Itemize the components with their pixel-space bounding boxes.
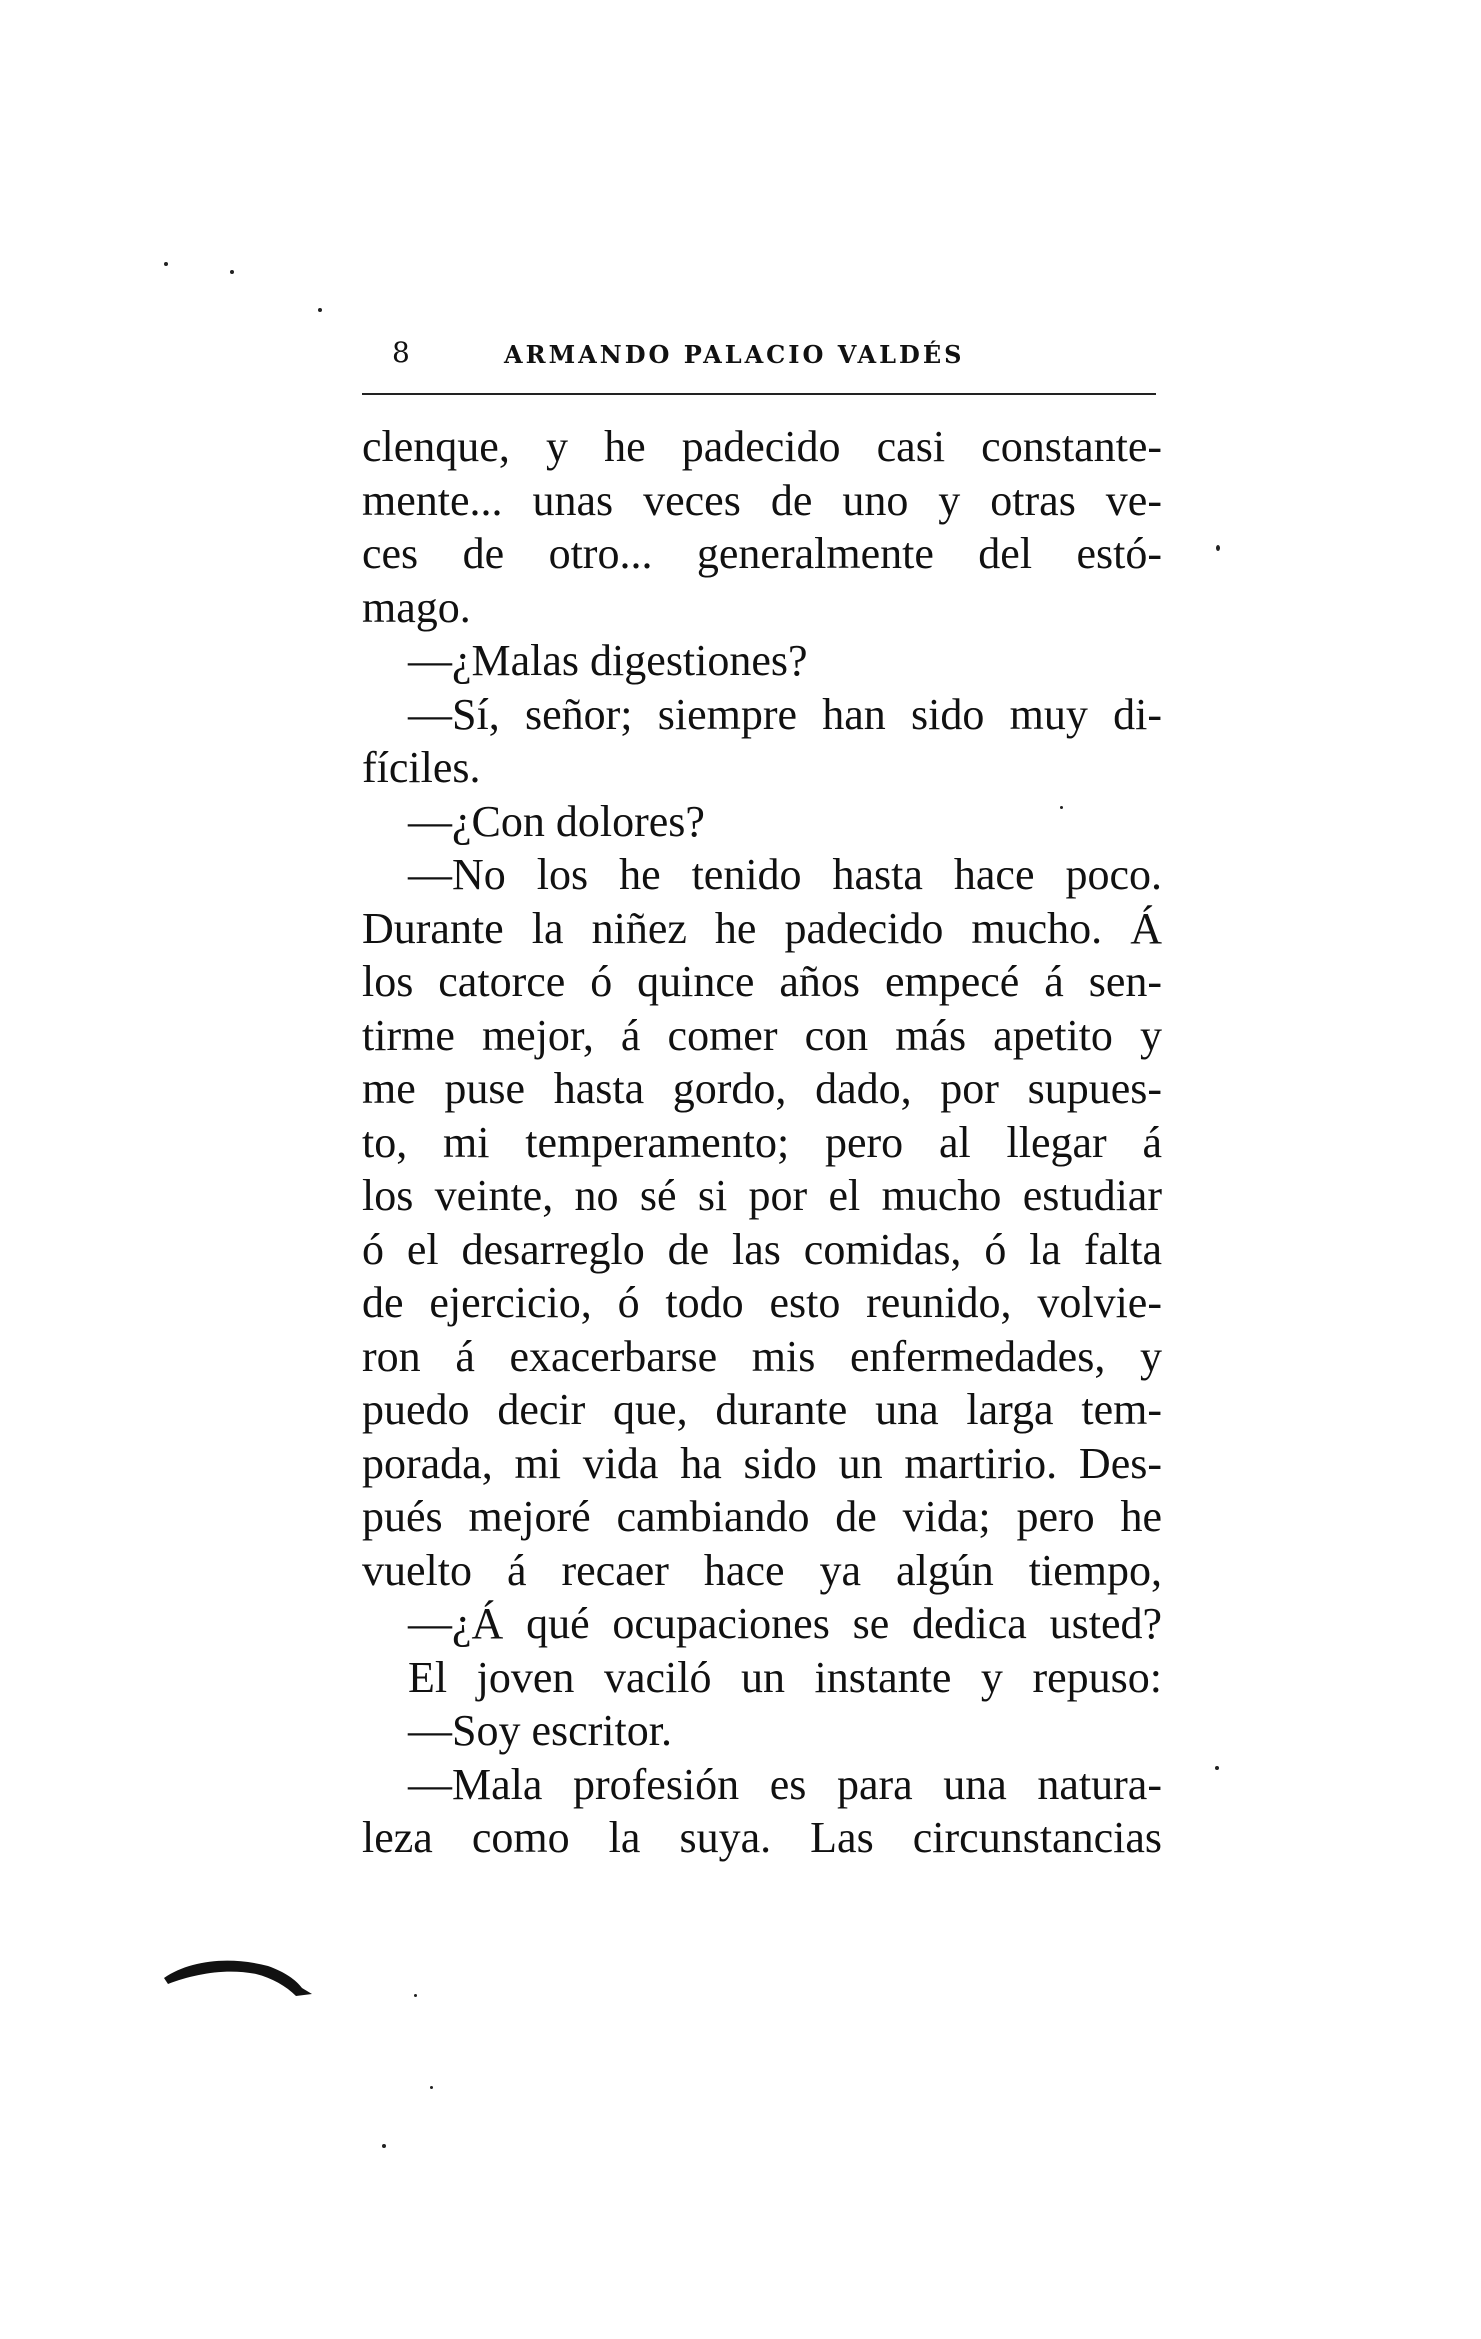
text-line: ron á exacerbarse mis enfermedades, y (362, 1331, 1162, 1381)
text-line: leza como la suya. Las circunstancias (362, 1813, 1162, 1862)
text-line: mago. (362, 582, 471, 632)
text-line: me puse hasta gordo, dado, por supues- (362, 1064, 1162, 1113)
text-line: —No los he tenido hasta hace poco. (408, 850, 1162, 899)
scan-speck (230, 270, 234, 274)
scan-speck (1215, 1766, 1219, 1770)
text-line: puedo decir que, durante una larga tem- (362, 1385, 1162, 1434)
text-line: ces de otro... generalmente del estó- (362, 529, 1162, 578)
text-line: Durante la niñez he padecido mucho. Á (362, 903, 1162, 953)
scan-speck (430, 2086, 433, 2089)
text-line: los catorce ó quince años empecé á sen- (362, 957, 1162, 1006)
running-title: ARMANDO PALACIO VALDÉS (504, 340, 965, 369)
text-line: —Mala profesión es para una natura- (408, 1759, 1162, 1809)
header-rule (362, 393, 1156, 395)
text-line: —¿Á qué ocupaciones se dedica usted? (408, 1599, 1162, 1648)
text-line: —¿Malas digestiones? (408, 636, 808, 685)
scan-speck (382, 2144, 386, 2148)
text-line: —¿Con dolores? (408, 796, 705, 846)
text-line: mente... unas veces de uno y otras ve- (362, 475, 1162, 525)
text-line: tirme mejor, á comer con más apetito y (362, 1010, 1162, 1060)
text-line: pués mejoré cambiando de vida; pero he (362, 1492, 1162, 1541)
scan-speck (164, 262, 168, 266)
text-line: porada, mi vida ha sido un martirio. Des- (362, 1438, 1162, 1488)
body-text (362, 420, 1162, 1865)
text-line: clenque, y he padecido casi constante- (362, 422, 1162, 471)
text-line: los veinte, no sé si por el mucho estudiar (362, 1171, 1162, 1220)
text-line: —Soy escritor. (408, 1706, 672, 1755)
page-number: 8 (392, 336, 410, 369)
text-line: ó el desarreglo de las comidas, ó la falta (362, 1224, 1162, 1274)
scan-speck (318, 308, 322, 312)
scan-speck (1216, 545, 1220, 551)
text-line: El joven vaciló un instante y repuso: (408, 1652, 1162, 1702)
text-line: de ejercicio, ó todo esto reunido, volvie- (362, 1278, 1162, 1327)
scan-speck (1060, 806, 1063, 809)
running-head (362, 336, 1162, 386)
text-line: fíciles. (362, 743, 481, 792)
text-line: to, mi temperamento; pero al llegar á (362, 1117, 1162, 1167)
scan-speck (414, 1994, 417, 1997)
text-line: —Sí, señor; siempre han sido muy di- (408, 689, 1162, 739)
text-line: vuelto á recaer hace ya algún tiempo, (362, 1545, 1162, 1595)
ink-mark (160, 1940, 340, 2010)
